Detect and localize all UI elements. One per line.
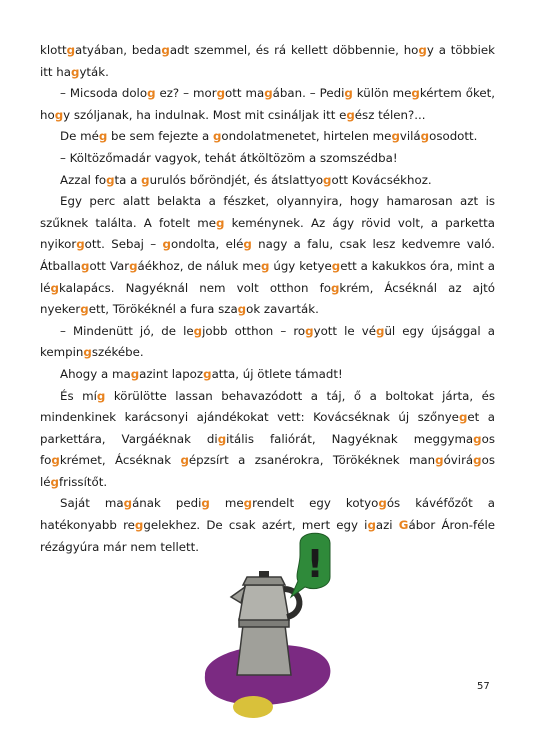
text-run: áékhoz, de náluk me — [137, 258, 261, 273]
text-run: De mé — [60, 129, 99, 144]
text-run: kalapács. Nagyéknál nem volt otthon fo — [59, 280, 331, 295]
moka-pot-knob — [259, 571, 269, 577]
text-run: et a parkettára, Vargáéknak di — [40, 410, 495, 446]
highlighted-letter: g — [243, 237, 252, 252]
paragraph — [40, 386, 495, 494]
highlighted-letter: g — [180, 453, 189, 468]
text-run: ta a — [114, 172, 142, 187]
text-run: körülötte lassan behavazódott a táj, ő a boltokat járta, és mindenkinek karácsonyi ajándékokat vett: Kovácséknak új szőnye — [40, 388, 495, 425]
moka-pot-base — [237, 625, 291, 675]
highlighted-letter: g — [51, 453, 60, 468]
text-run: épzsírt a zsanérokra, Törökéknek man — [188, 453, 436, 468]
text-run: székébe. — [91, 345, 144, 360]
highlighted-letter: g — [237, 302, 247, 317]
text-run: atta, új ötlete támadt! — [211, 366, 343, 381]
highlighted-letter: g — [70, 64, 80, 79]
highlighted-letter: g — [346, 107, 355, 122]
text-run: ül egy újsággal a kempin — [40, 323, 495, 360]
paragraph — [40, 40, 495, 83]
paragraph — [40, 170, 495, 192]
highlighted-letter: g — [81, 258, 90, 273]
highlighted-letter: g — [458, 410, 468, 425]
highlighted-letter: g — [212, 129, 222, 144]
text-run: ának pedi — [132, 496, 202, 511]
text-run: krém, Ácséknál az ajtó nyeker — [40, 280, 495, 317]
highlighted-letter: g — [76, 237, 85, 252]
text-run: ott ma — [225, 86, 265, 101]
highlighted-letter: g — [134, 518, 144, 533]
highlighted-letter: g — [147, 86, 156, 101]
highlighted-letter: g — [80, 302, 89, 317]
highlighted-letter: g — [375, 323, 385, 338]
yellow-pebble — [233, 696, 273, 718]
text-run: ész télen?... — [354, 107, 426, 122]
text-run: ábor Áron-féle rézágyúra már nem tellett. — [40, 518, 495, 554]
text-run: Egy perc alatt belakta a fészket, olyannyira, hogy hamarosan azt is szűknek találta. A fotelt me — [40, 194, 495, 230]
paragraph — [40, 126, 495, 148]
text-run: atyában, beda — [75, 43, 162, 57]
text-run: azint lapoz — [139, 366, 204, 381]
text-run: me — [209, 496, 244, 511]
paragraph — [40, 321, 495, 364]
text-run: y szóljanak, ha indulnak. Most mit csináljak itt e — [63, 107, 347, 122]
highlighted-letter: g — [217, 431, 227, 446]
text-run: ett a kakukkos óra, mint a lé — [40, 258, 496, 295]
highlighted-letter: g — [391, 129, 400, 144]
text-run: rendelt egy kotyo — [252, 496, 379, 511]
text-run: ott Kovácsékhoz. — [331, 172, 432, 187]
text-run: klott — [40, 43, 67, 57]
text-run: y a többiek itt ha — [40, 43, 495, 79]
highlighted-letter: g — [420, 129, 430, 144]
text-run: jobb otthon – ro — [202, 323, 306, 338]
text-run: ok zavarták. — [246, 302, 319, 317]
text-run: azi — [375, 518, 399, 533]
text-run: külön me — [352, 86, 412, 101]
text-run: yták. — [79, 64, 109, 79]
text-run: frissítőt. — [59, 474, 108, 489]
highlighted-letter: g — [435, 453, 444, 468]
highlighted-letter: g — [98, 129, 108, 144]
highlighted-letter: g — [323, 172, 332, 187]
highlighted-letter: g — [83, 345, 92, 360]
highlighted-letter: g — [130, 366, 140, 381]
highlighted-letter: g — [201, 496, 210, 511]
text-run: ós kávéfőzőt a hatékonyabb re — [40, 496, 495, 533]
highlighted-letter: g — [50, 474, 59, 489]
highlighted-letter: g — [141, 172, 150, 187]
text-run: krémet, Ácséknak — [59, 453, 181, 468]
text-run: os fo — [40, 431, 495, 468]
highlighted-letter: g — [264, 86, 273, 101]
text-run: ott Var — [89, 258, 130, 273]
paragraph — [40, 364, 495, 386]
moka-pot-lid — [243, 577, 285, 585]
text-run: úgy ketye — [269, 258, 332, 273]
text-run: És mí — [60, 388, 97, 403]
highlighted-letter: g — [162, 237, 171, 252]
highlighted-letter: g — [411, 86, 420, 101]
text-run: ondolatmenetet, hirtelen me — [221, 129, 392, 144]
text-run: – Költözőmadár vagyok, tehát átköltözöm a szomszédba! — [60, 150, 398, 165]
text-run: óvirá — [443, 453, 474, 468]
text-run: urulós bőröndjét, és átslattyo — [149, 172, 324, 187]
text-run: – Mindenütt jó, de le — [60, 323, 194, 338]
text-run: Ahogy a ma — [60, 366, 131, 381]
text-run: gelekhez. De csak azért, mert egy i — [143, 518, 368, 533]
highlighted-letter: g — [161, 43, 170, 57]
text-run: vilá — [399, 129, 421, 144]
highlighted-letter: g — [260, 258, 270, 273]
highlighted-letter: g — [473, 431, 482, 446]
story-text — [40, 40, 495, 558]
text-run: ott. Sebaj – — [84, 237, 163, 252]
highlighted-letter: g — [473, 453, 482, 468]
highlighted-letter: g — [216, 86, 226, 101]
text-run: yott le vé — [313, 323, 376, 338]
highlighted-letter: g — [54, 107, 64, 122]
highlighted-letter: g — [66, 43, 76, 57]
highlighted-letter: g — [378, 496, 387, 511]
text-run: Azzal fo — [60, 172, 107, 187]
text-run: ez? – mor — [155, 86, 217, 101]
page-number: 57 — [477, 681, 490, 692]
paragraph — [40, 83, 495, 126]
highlighted-letter: g — [50, 280, 59, 295]
highlighted-letter: g — [123, 496, 133, 511]
highlighted-letter: g — [216, 215, 225, 230]
text-run: keménynek. Az ágy rövid volt, a parketta nyikor — [40, 215, 495, 252]
paragraph — [40, 191, 495, 321]
text-run: kértem őket, ho — [40, 86, 495, 122]
paragraph — [40, 148, 495, 170]
highlighted-letter: g — [243, 496, 253, 511]
highlighted-letter: g — [344, 86, 353, 101]
text-run: – Micsoda dolo — [60, 86, 148, 101]
highlighted-letter: g — [193, 323, 203, 338]
text-run: ondolta, elé — [170, 237, 244, 252]
highlighted-letter: g — [418, 43, 427, 57]
text-run: osodott. — [429, 129, 478, 144]
highlighted-letter: g — [129, 258, 138, 273]
highlighted-letter: g — [331, 258, 341, 273]
moka-pot-top — [239, 585, 289, 620]
text-run: os lé — [40, 453, 495, 489]
highlighted-letter: g — [203, 366, 212, 381]
highlighted-letter: g — [305, 323, 314, 338]
highlighted-letter: g — [96, 388, 106, 403]
text-run: ában. – Pedi — [272, 86, 345, 101]
highlighted-letter: g — [106, 172, 115, 187]
coffee-pot-illustration — [195, 525, 355, 720]
highlighted-letter: G — [398, 518, 409, 533]
text-run: nagy a falu, csak lesz kedvemre való. Átballa — [40, 237, 496, 273]
text-run: be sem fejezte a — [107, 129, 213, 144]
text-run: adt szemmel, és rá kellett döbbennie, ho — [169, 43, 419, 57]
highlighted-letter: g — [330, 280, 340, 295]
text-run: ett, Törökéknél a fura sza — [88, 302, 238, 317]
text-run: itális faliórát, Nagyéknak meggyma — [226, 431, 474, 446]
text-run: Saját ma — [60, 496, 124, 511]
highlighted-letter: g — [367, 518, 376, 533]
bubble-exclamation: ! — [306, 542, 324, 586]
